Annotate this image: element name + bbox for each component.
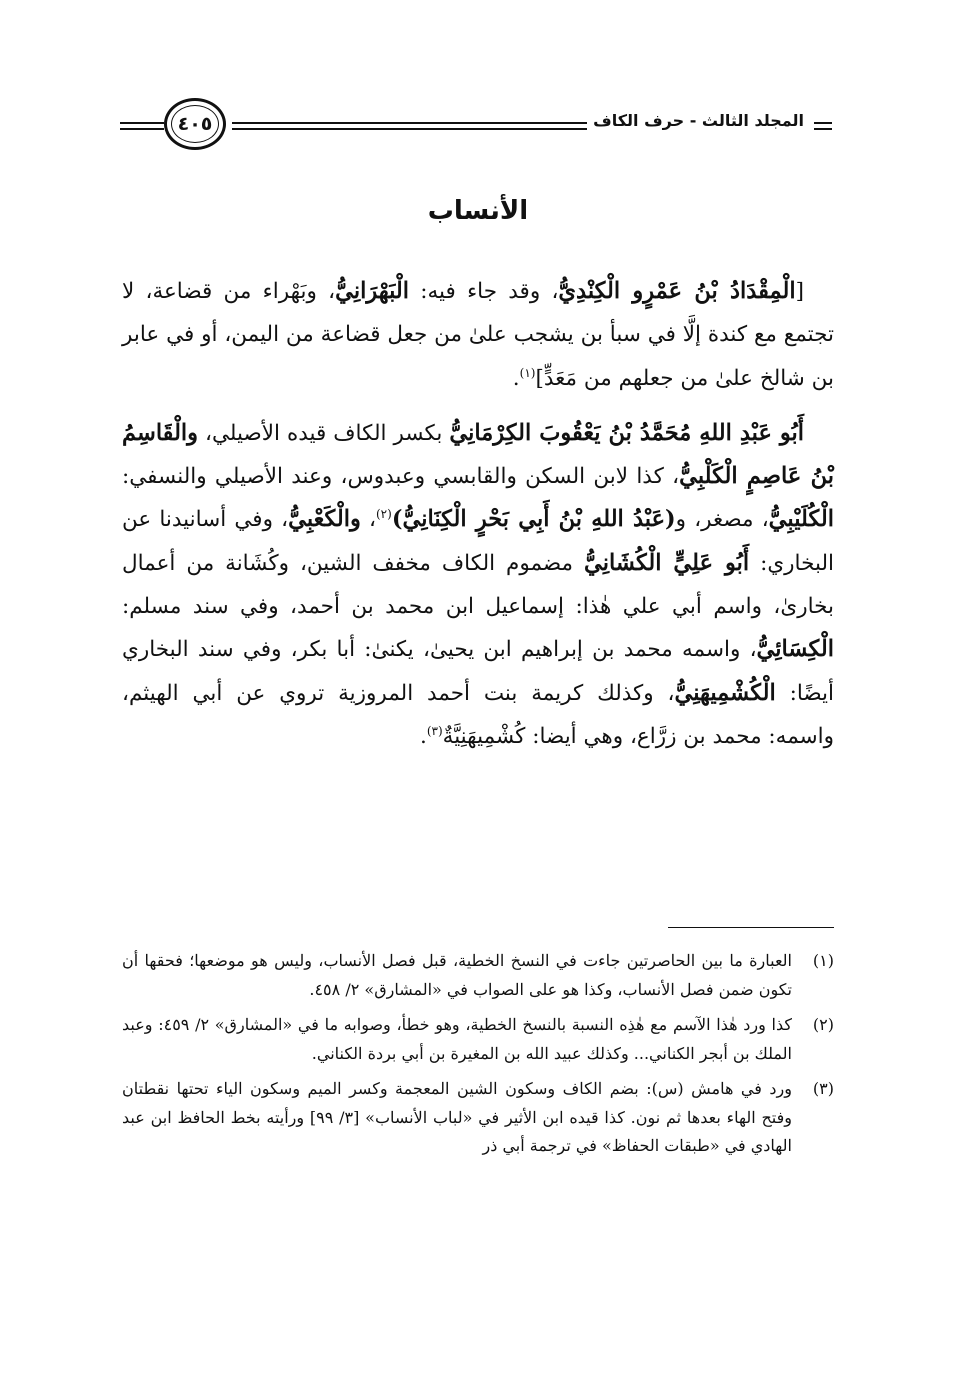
footnote (122, 947, 834, 1004)
footnote-mark: (٣) (812, 1079, 834, 1098)
name-entry: والْقَاسِمُ بْنُ عَاصِمٍ الْكَلْبِيُّ (122, 419, 834, 490)
header-rule (814, 122, 832, 124)
footnote-ref: (٢) (375, 507, 392, 522)
footnote-text: العبارة ما بين الحاصرتين جاءت في النسخ الخطية، قبل فصل الأنساب، وليس هو موضعها؛ فحقها أن تكون ضمن فصل الأنساب، وكذا هو على الصواب في «المشارق» ٢/ ٤٥٨. (122, 951, 793, 999)
footnote (122, 1011, 834, 1068)
name-entry: الْكُلَيْبِيُّ (768, 506, 834, 533)
text-run: بكسر الكاف قيده الأصيلي، (198, 420, 450, 446)
name-entry: والْكَعْبِيُّ (288, 506, 361, 533)
text-run: ، وبَهْراء من قضاعة، لا تجتمع مع كندة إلَّا في سبأ بن يشجب علىٰ من جعل قضاعة من اليمن، أو في عابر بن شالخ علىٰ من جعلهم من مَعَدٍّ] (122, 279, 834, 391)
paragraph (122, 270, 834, 400)
text-run: ، واسمه محمد بن إبراهيم ابن يحيىٰ، يكنىٰ: أبا بكر، وفي سند البخاري أيضًا: (122, 637, 834, 706)
text-run: ، وكذلك كريمة بنت أحمد المروزية تروي عن أبي الهيثم، واسمه: محمد بن زرَّاع، وهي أيضا: كُشْمِيهَنِيَّةٌ (122, 680, 834, 749)
name-entry: الْكُشْمِيهَنِيُّ (674, 679, 776, 706)
page-number-badge (164, 98, 226, 150)
header-rule (120, 122, 164, 124)
footnote-separator (668, 927, 834, 928)
footnote-text: ورد في هامش (س): بضم الكاف وسكون الشين المعجمة وكسر الميم وسكون الياء تحتها نقطتان وفتح الهاء بعدها ثم نون. كذا قيده ابن الأثير في «لباب الأنساب» [٣/ ٩٩] ورأيته بخط الحافظ ابن عبد الهادي في «طبقات الحفاظ» في ترجمة أبي ذر (122, 1079, 792, 1155)
header-rule (814, 128, 832, 130)
footnote-ref: (١) (519, 365, 536, 380)
section-heading: الأنساب (427, 196, 529, 226)
text-run: . (512, 365, 520, 391)
footnote-mark: (٢) (812, 1015, 834, 1034)
text-run: ، كذا لابن السكن والقابسي وعبدوس، وعند الأصيلي والنسفي: (122, 464, 680, 490)
text-run: مضموم الكاف مخفف الشين، وكُشَانة من أعمال بخارىٰ، واسم أبي علي هٰذا: إسماعيل ابن محمد بن أحمد، وفي سند مسلم: (122, 550, 834, 620)
header-rule (120, 128, 164, 130)
name-entry: (عَبْدُ اللهِ بْنُ أَبِي بَحْرٍ الْكِنَانِيُّ) (391, 506, 676, 533)
text-run: ، مصغر، و (675, 507, 769, 533)
footnote-text: كذا ورد هٰذا الآسم مع هٰذِه النسبة بالنسخ الخطية، وهو خطأ، وصوابه ما في «المشارق» ٢/ ٤٥٩: وعبد الملك بن أبجر الكناني... وكذلك عبيد الله بن المغيرة بن أبي بردة الكناني. (122, 1015, 792, 1063)
text-run: ، (360, 507, 376, 533)
name-entry: أَبُو عَلِيٍّ الْكُشَانِيُّ (584, 549, 750, 576)
footnote (122, 1075, 834, 1161)
name-entry: الْبَهْرَانِيُّ (335, 278, 410, 304)
name-entry: الْكِسَائِيُّ (756, 636, 834, 663)
text-run: ، وفي أسانيدنا عن البخاري: (122, 507, 834, 576)
name-entry: الْمِقْدَادُ بْنُ عَمْرٍو الْكِنْدِيُّ (558, 278, 796, 304)
footnote-mark: (١) (812, 951, 834, 970)
running-title: المجلد الثالث - حرف الكاف (587, 111, 810, 130)
name-entry: أَبُو عَبْدِ اللهِ مُحَمَّدُ بْنُ يَعْقُوبَ الكِرْمَانِيُّ (449, 419, 804, 446)
paragraph (122, 412, 834, 758)
text-run: [ (795, 279, 804, 304)
running-header (120, 96, 832, 156)
main-text (122, 270, 834, 770)
footnotes (122, 947, 834, 1168)
page-number: ٤٠٥ (177, 113, 213, 135)
text-run: . (420, 723, 427, 749)
text-run: ، وقد جاء فيه: (409, 279, 559, 304)
footnote-ref: (٣) (426, 723, 443, 738)
